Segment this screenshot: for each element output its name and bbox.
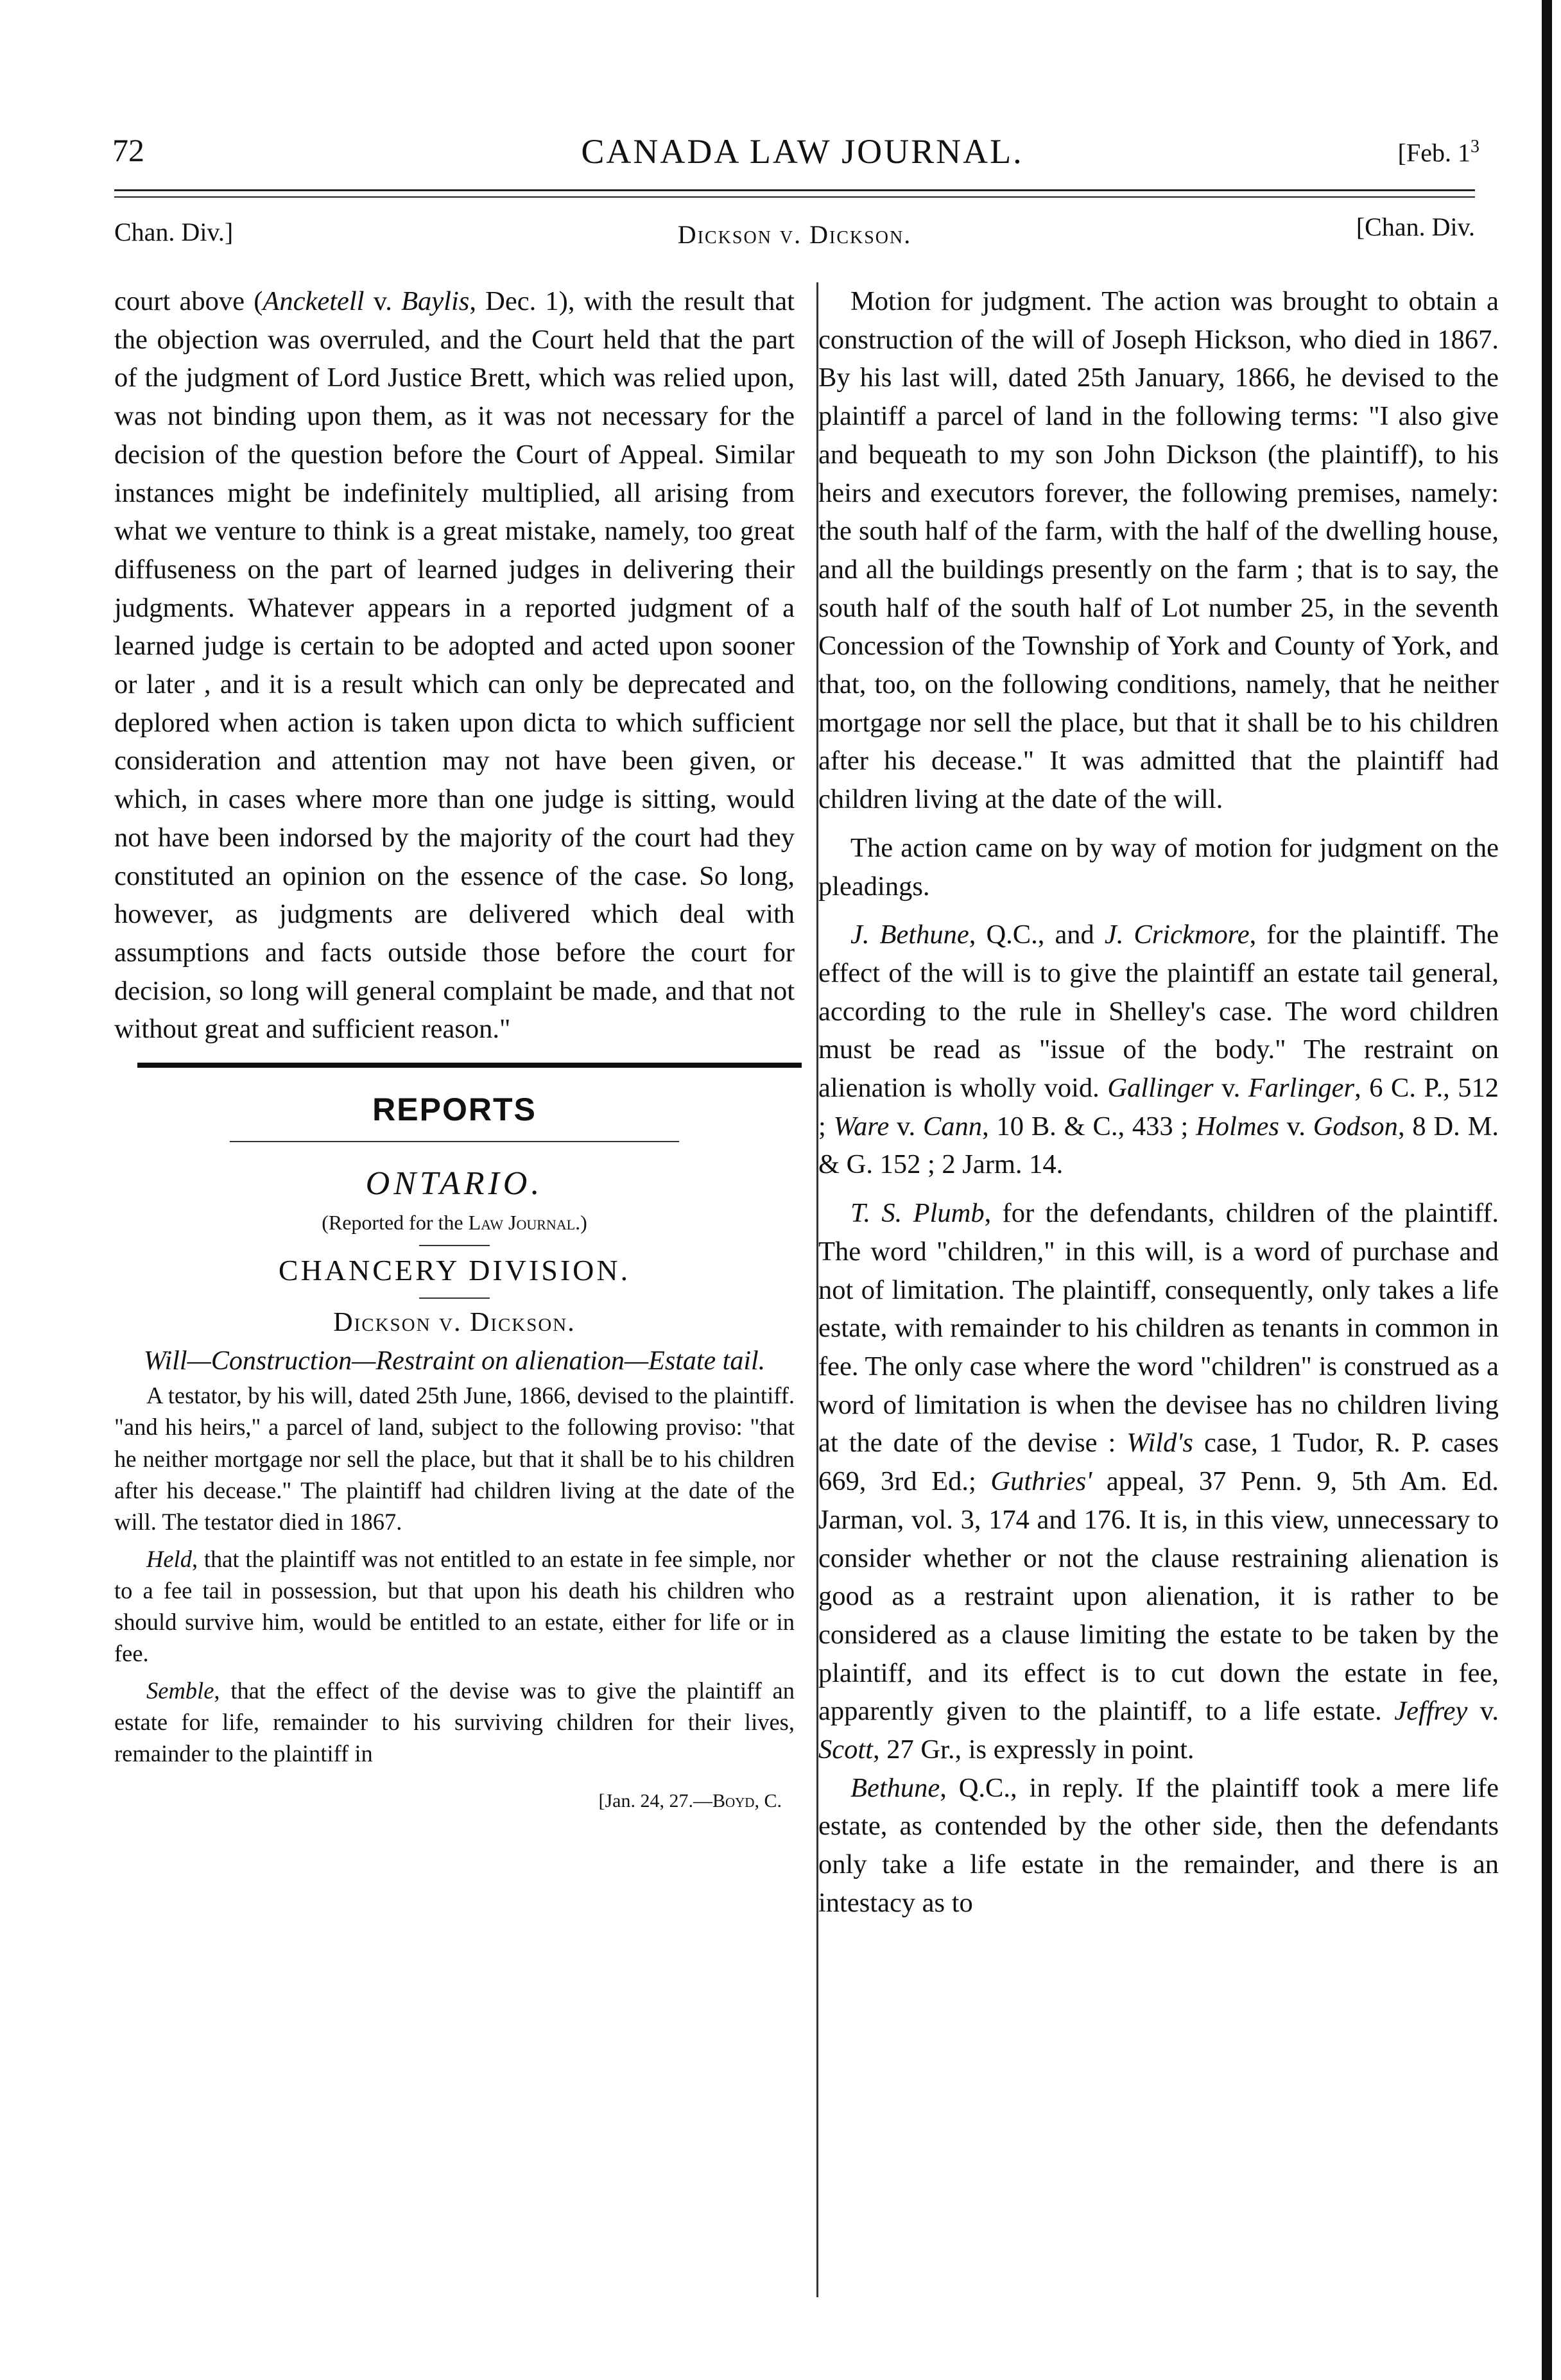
division-heading: CHANCERY DIVISION.	[278, 1254, 631, 1287]
headnote-held: Held, that the plaintiff was not entitled to an estate in fee simple, nor to a fee tail in possession, but that upon his death his children who should survive him, would be entitled to an estate, either for life or in fee.	[114, 1545, 795, 1667]
case-name: Dickson v. Dickson.	[333, 1308, 576, 1338]
subheader-left: Chan. Div.]	[114, 218, 234, 246]
motion-paragraph: Motion for judgment. The action was brought to obtain a construction of the will of Joseph Hickson, who died in 1867. By his last will, dated 25th January, 1866, he devised to the plaintiff a parcel of land in the following terms: "I also give and bequeath to my son John Dickson (the plaintiff), to his heirs and executors forever, the following premises, namely: the south half of the farm, with the half of the dwelling house, and all the buildings presently on the farm ; that is to say, the south half of the south half of Lot number 25, in the seventh Concession of the Township of York and County of York, and that, too, on the following conditions, namely, that he neither mortgage nor sell the place, but that it shall be to his children after his decease." It was admitted that the plaintiff had children living at the date of the will.	[818, 286, 1499, 815]
headnote	[114, 1380, 795, 1770]
page-edge-shadow	[1542, 0, 1552, 2380]
decision-citation: [Jan. 24, 27.—Boyd, C.	[598, 1790, 782, 1811]
plaintiff-argument: J. Bethune, Q.C., and J. Crickmore, for the plaintiff. The effect of the will is to give the plaintiff an estate tail general, according to the rule in Shelley's case. The word children must be read as "issue of the body." The restraint on alienation is wholly void. Gallinger v. Farlinger, 6 C. P., 512 ; Ware v. Cann, 10 B. & C., 433 ; Holmes v. Godson, 8 D. M. & G. 152 ; 2 Jarm. 14.	[818, 920, 1499, 1180]
running-header	[112, 132, 1492, 176]
reports-rule	[230, 1141, 679, 1142]
reports-heading: REPORTS	[372, 1092, 537, 1128]
right-column	[818, 282, 1499, 1922]
headnote-facts: A testator, by his will, dated 25th June, 1866, devised to the plaintiff. "and his heirs," a parcel of land, subject to the following proviso: "that he neither mortgage nor sell the place, but that it shall be to his children after his decease." The plaintiff had children living at the date of the will. The testator died in 1867.	[114, 1382, 795, 1536]
page-number: 72	[112, 132, 144, 168]
division-rule-bottom	[419, 1297, 490, 1299]
section-rule	[137, 1063, 802, 1068]
left-column	[114, 282, 795, 1817]
subheader-center: Dickson v. Dickson.	[677, 220, 912, 249]
continuation-paragraph: court above (Ancketell v. Baylis, Dec. 1), with the result that the objection was overruled, and the Court held that the part of the judgment of Lord Justice Brett, which was relied upon, was not binding upon them, as it was not necessary for the decision of the question before the Court of Appeal. Similar instances might be indefinitely multiplied, all arising from what we venture to think is a great mistake, namely, too great diffuseness on the part of learned judges in delivering their judgments. Whatever appears in a reported judgment of a learned judge is certain to be adopted and acted upon sooner or later , and it is a result which can only be deprecated and deplored when action is taken upon dicta to which sufficient consideration and attention may not have been given, or which, in cases where more than one judge is sitting, would not have been indorsed by the majority of the court had they constituted an opinion on the essence of the case. So long, however, as judgments are delivered which deal with assumptions and facts outside those before the court for decision, so long will general complaint be made, and that not without great and sufficient reason."	[114, 286, 795, 1045]
header-rule	[114, 189, 1475, 198]
headnote-semble: Semble, that the effect of the devise was to give the plaintiff an estate for life, remainder to his surviving children for their lives, remainder to the plaintiff in	[114, 1677, 795, 1767]
reply-paragraph: Bethune, Q.C., in reply. If the plaintiff took a mere life estate, as contended by the other side, then the defendants only take a life estate in the remainder, and there is an intestacy as to	[818, 1772, 1499, 1918]
subheader-right: [Chan. Div.	[1356, 212, 1475, 241]
pleadings-paragraph: The action came on by way of motion for judgment on the pleadings.	[818, 832, 1499, 902]
division-rule-top	[419, 1245, 490, 1246]
headnote-title: Will—Construction—Restraint on alienation—Estate tail.	[143, 1346, 766, 1376]
province-heading: ONTARIO.	[365, 1165, 544, 1203]
defendant-argument: T. S. Plumb, for the defendants, children of the plaintiff. The word "children," in this will, is a word of purchase and not of limitation. The plaintiff, consequently, only takes a life estate, with remainder to his children as tenants in common in fee. The only case where the word "children" is construed as a word of limitation is when the devisee has no children living at the date of the devise : Wild's case, 1 Tudor, R. P. cases 669, 3rd Ed.; Guthries' appeal, 37 Penn. 9, 5th Am. Ed. Jarman, vol. 3, 174 and 176. It is, in this view, unnecessary to consider whether or not the clause restraining alienation is good as a restraint upon alienation, it is rather to be considered as a clause limiting the estate to be taken by the plaintiff, and its effect is to cut down the estate in fee, apparently given to the plaintiff, to a life estate. Jeffrey v. Scott, 27 Gr., is expressly in point.	[818, 1198, 1499, 1765]
reported-note: (Reported for the Law Journal.)	[322, 1211, 587, 1235]
header-date: [Feb. $1^3$	[1397, 137, 1479, 167]
journal-title: CANADA LAW JOURNAL.	[581, 132, 1024, 171]
case-subheader	[114, 212, 1475, 250]
